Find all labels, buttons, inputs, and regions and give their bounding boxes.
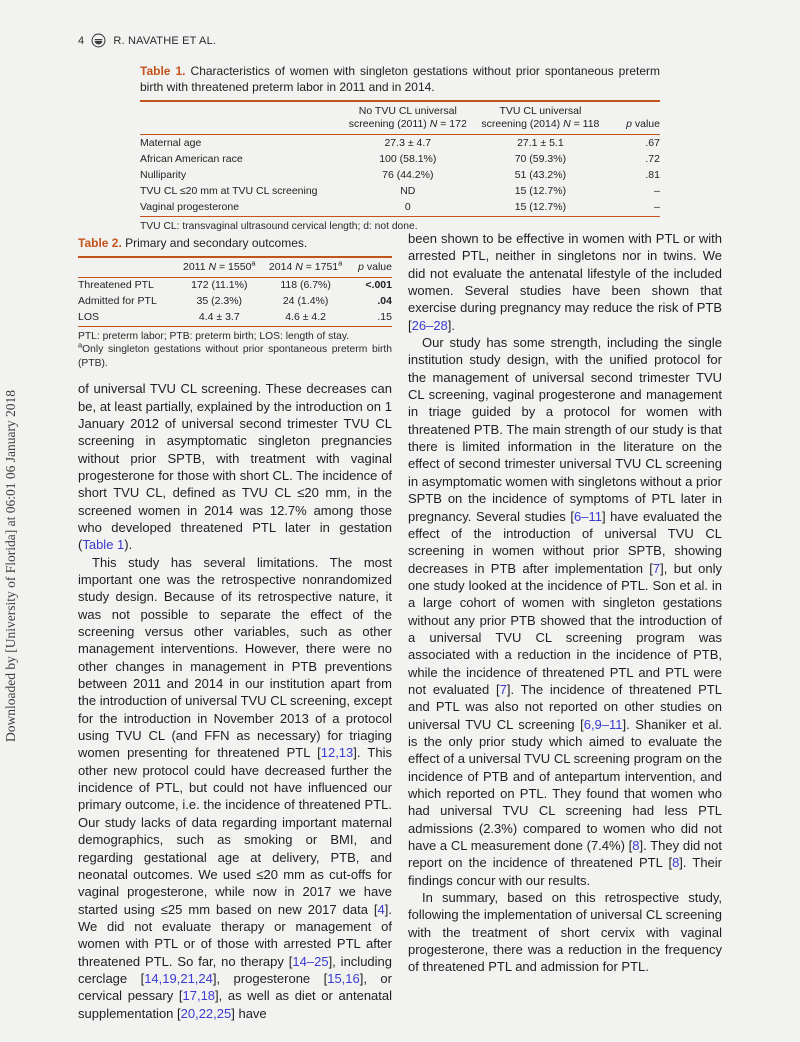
page-number: 4: [78, 34, 85, 47]
citation-link[interactable]: 8: [672, 855, 680, 871]
text-run: ], progesterone [: [212, 970, 328, 986]
table-2-label: Table 2.: [78, 236, 122, 250]
table-1-col-2011-header: [343, 101, 473, 135]
table-1-footnote: TVU CL: transvaginal ultrasound cervical length; d: not done.: [140, 221, 418, 233]
citation-link[interactable]: 4: [377, 901, 385, 917]
table-1-block: [140, 64, 660, 233]
table-2-stub-header: [78, 257, 175, 278]
download-watermark: Downloaded by [University of Florida] at 06:01 06 January 2018: [3, 389, 18, 742]
text-run: ]. Their findings concur with our results.: [408, 855, 722, 888]
table-1-header-row: [140, 101, 660, 135]
header-text: 2011: [182, 260, 209, 273]
paragraph: [78, 380, 392, 553]
row-label: Threatened PTL: [78, 279, 154, 292]
cell-2014: 51 (43.2%): [514, 169, 567, 182]
header-text: N: [563, 118, 571, 131]
header-text: = 118: [570, 118, 600, 131]
paragraph: [408, 334, 722, 889]
header-text: p: [358, 260, 364, 273]
citation-link[interactable]: 7: [652, 560, 661, 576]
footnote-superscript: a: [78, 341, 83, 351]
header-text: N: [295, 260, 303, 273]
cell-pvalue: .81: [645, 169, 660, 182]
header-text: No TVU CL universal: [358, 105, 457, 118]
right-column: [408, 230, 722, 976]
text-run: of universal TVU CL screening. These decreases can be, at least partially, explained by the introduction on 1 January 2012 of universal second trimester TVU CL screening in asymptomatic singleton pregnancies without prior SPTB, with treatment with vaginal progesterone for those with short CL. The incidence of short TVU CL, defined as TVU CL ≤20 mm, in the screened women in 2014 was 12.7% among those who developed threatened PTL later in gestation (: [78, 381, 392, 553]
text-run: ]. They did not report on the incidence of threatened PTL [: [408, 838, 722, 871]
journal-logo-icon: [91, 33, 106, 48]
left-column-text: [78, 380, 392, 1022]
citation-link[interactable]: 6,9–11: [583, 716, 623, 732]
running-head-authors: R. NAVATHE ET AL.: [113, 34, 217, 47]
citation-link[interactable]: Table 1: [82, 537, 125, 553]
citation-link[interactable]: 17,18: [182, 988, 216, 1004]
table-2-caption-text: Primary and secondary outcomes.: [125, 236, 308, 250]
paragraph: [408, 230, 722, 334]
cell-2014: 24 (1.4%): [282, 295, 329, 308]
text-run: ], as well as diet or antenatal supplementation [: [78, 988, 393, 1021]
cell-2011: 172 (11.1%): [191, 279, 248, 292]
table-row: [140, 184, 660, 200]
table-2-col-2014-header: [263, 257, 348, 278]
cell-2011: 35 (2.3%): [196, 295, 243, 308]
running-head: [78, 33, 216, 48]
header-text: = 1751: [302, 260, 339, 273]
citation-link[interactable]: 8: [632, 838, 640, 854]
table-1-caption: [140, 64, 660, 95]
text-run: In summary, based on this retrospective study, following the implementation of universal CL screening with the treatment of short cervix with vaginal progesterone, there was a reduction in the frequency of threatened PTL and admission for PTL.: [408, 890, 722, 975]
cell-pvalue: –: [654, 185, 660, 198]
paragraph: [78, 554, 392, 1022]
header-superscript: a: [338, 258, 343, 268]
table-2-col-2011-header: [175, 257, 263, 278]
table-row: [140, 135, 660, 152]
text-run: ]. Shaniker et al. is the only prior study which aimed to evaluate the effect of a universal TVU CL screening program on the incidence of PTB and of antepartum intervention, and which reported on PTL. They found that women who had universal TVU CL screening had less PTL admissions (2.3%) compared to women who did not have a CL measurement done (7.4%) [: [408, 716, 722, 854]
header-text: N: [208, 260, 217, 273]
header-text: screening (2014): [481, 118, 564, 131]
text-run: Our study has some strength, including the single institution study design, with the unified protocol for the management of universal second trimester TVU CL screening, vaginal progesterone and management in triage guided by a protocol for women with threatened PTB. The main strength of our study is that there is limited information in the literature on the effect of second trimester universal TVU CL screening in asymptomatic women with singletons without a prior SPTB on the incidence of symptoms of PTL later in pregnancy. Several studies [: [408, 335, 722, 524]
header-text: = 1550: [216, 260, 252, 273]
table-row: [140, 152, 660, 168]
row-label: TVU CL ≤20 mm at TVU CL screening: [140, 185, 318, 198]
header-text: value: [363, 260, 392, 273]
row-label: African American race: [140, 153, 243, 166]
header-superscript: a: [251, 258, 256, 268]
table-row: [140, 200, 660, 217]
cell-pvalue: .04: [377, 295, 392, 308]
citation-link[interactable]: 7: [499, 681, 507, 697]
cell-2011: 100 (58.1%): [379, 153, 437, 166]
table-2-footnote-2: [78, 343, 392, 370]
text-run: This study has several limitations. The most important one was the retrospective nonrandomized study design. Because of its retrospective nature, it was not possible to separate the effect of the screening versus other variables, such as other management interventions. However, there were no other changes in management in PTB preventions between 2011 and 2014 in our institution apart from the introduction of universal TVU CL screening, except for the introduction in November 2013 of a protocol using TVU CL (and FFN as necessary) for triaging women presenting for threatened PTL [: [78, 554, 392, 761]
cell-pvalue: .67: [645, 136, 660, 149]
paragraph: [408, 889, 722, 976]
cell-2014: 27.1 ± 5.1: [517, 136, 564, 149]
cell-2011: 27.3 ± 4.7: [384, 136, 432, 149]
cell-2014: 4.6 ± 4.2: [285, 311, 327, 324]
cell-pvalue: –: [654, 201, 660, 214]
table-1-label: Table 1.: [140, 64, 186, 78]
header-text: TVU CL universal: [499, 105, 582, 118]
citation-link[interactable]: 12,13: [320, 745, 354, 761]
text-run: ] have: [231, 1005, 267, 1021]
text-run: ]. We did not evaluate therapy or management of women with PTL or of those with arrested PTL after threatened PTL. So far, no therapy [: [78, 901, 392, 969]
table-2-block: [78, 236, 392, 370]
cell-2011: ND: [400, 185, 416, 198]
left-column: [78, 236, 392, 1022]
header-text: N: [429, 118, 438, 131]
cell-2014: 15 (12.7%): [514, 185, 567, 198]
text-run: ], but only one study looked at the incidence of PTL. Son et al. in a large cohort of women with singleton gestations without any prior PTB showed that the introduction of a universal TVU CL screening program was associated with a reduction in the incidence of PTB, while the incidence of threatened PTL and PTL were not evaluated [: [408, 560, 722, 697]
citation-link[interactable]: 15,16: [327, 970, 360, 986]
table-row: [78, 277, 392, 294]
row-label: Vaginal progesterone: [140, 201, 240, 214]
table-row: [78, 294, 392, 310]
row-label: Admitted for PTL: [78, 295, 157, 308]
table-row: [140, 168, 660, 184]
text-run: ].: [447, 317, 456, 333]
cell-2011: 4.4 ± 3.7: [198, 311, 240, 324]
cell-pvalue: .15: [377, 311, 392, 324]
table-2-caption: [78, 236, 392, 252]
cell-2014: 118 (6.7%): [280, 279, 331, 292]
header-text: screening (2011): [348, 118, 430, 131]
cell-2011: 0: [404, 201, 411, 214]
table-2: [78, 256, 392, 328]
table-1-stub-header: [140, 101, 343, 135]
text-run: ] have evaluated the effect of the introduction of universal TVU CL screening in women without prior SPTB, showing decreases in PTB after implementation [: [408, 508, 723, 576]
citation-link[interactable]: 14–25: [292, 953, 329, 969]
table-row: [78, 310, 392, 327]
text-run: ]. The incidence of threatened PTL and PTL was also not reported on other studies on universal TVU CL screening [: [408, 681, 722, 732]
citation-link[interactable]: 14,19,21,24: [144, 970, 213, 986]
table-2-footnote-1: PTL: preterm labor; PTB: preterm birth; LOS: length of stay.: [78, 331, 350, 343]
citation-link[interactable]: 6–11: [574, 508, 602, 524]
citation-link[interactable]: 20,22,25: [180, 1005, 232, 1021]
text-run: ).: [124, 537, 133, 553]
row-label: Nulliparity: [140, 169, 187, 182]
cell-2011: 76 (44.2%): [382, 169, 434, 182]
table-2-pvalue-header: [348, 257, 392, 278]
header-text: p: [626, 118, 632, 131]
citation-link[interactable]: 26–28: [411, 317, 448, 333]
text-run: ], or cervical pessary [: [78, 970, 392, 1004]
text-run: ]. This other new protocol could have decreased further the incidence of PTL, but could not have influenced our primary outcome, i.e. the incidence of threatened PTL. Our study lacks of data regarding important maternal demographics, such as smoking or BMI, and regarding gestational age at delivery, PTB, and neonatal outcomes. We used ≤20 mm as cut-offs for vaginal progesterone, while now in 2017 we have started using ≤25 mm based on new 2017 data [: [78, 745, 392, 917]
table-1-caption-text: Characteristics of women with singleton gestations without prior spontaneous preterm birth with threatened preterm labor in 2011 and in 2014.: [140, 64, 660, 94]
table-2-header-row: [78, 257, 392, 278]
row-label: LOS: [78, 311, 100, 324]
row-label: Maternal age: [140, 136, 202, 149]
footnote-text: Only singleton gestations without prior spontaneous preterm birth (PTB).: [78, 344, 392, 369]
table-1: [140, 100, 660, 217]
cell-pvalue: .72: [645, 153, 660, 166]
table-1-pvalue-header: [608, 101, 660, 135]
header-text: 2014: [268, 260, 296, 273]
table-1-col-2014-header: [473, 101, 608, 135]
cell-pvalue: <.001: [365, 279, 392, 292]
text-run: ], including cerclage [: [78, 953, 392, 986]
text-run: been shown to be effective in women with PTL or with arrested PTL, neither in singletons nor in twins. We did not evaluate the antenatal lifestyle of the included women. Several studies have been shown that exercise during pregnancy may reduce the risk of PTB [: [408, 231, 722, 333]
cell-2014: 15 (12.7%): [514, 201, 567, 214]
header-text: = 172: [437, 118, 467, 131]
cell-2014: 70 (59.3%): [514, 153, 567, 166]
header-text: value: [631, 118, 660, 131]
right-column-text: [408, 230, 722, 976]
